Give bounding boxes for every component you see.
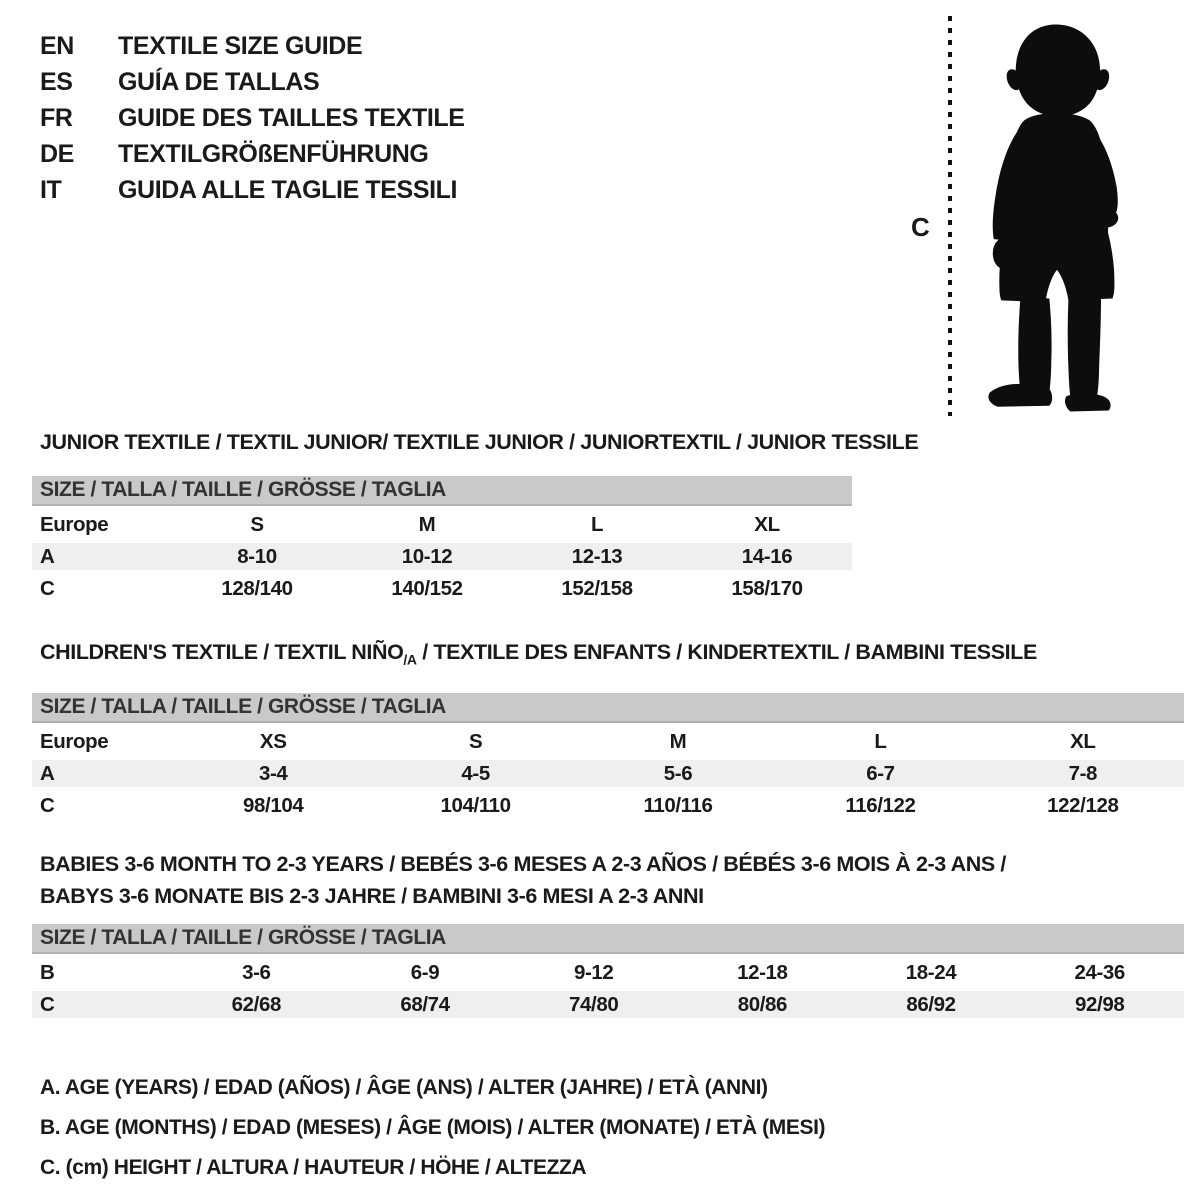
age-cell: 8-10 (237, 544, 277, 568)
age-cell: 12-13 (571, 544, 623, 568)
height-cell: 158/170 (731, 576, 803, 600)
guide-title: GUIDA ALLE TAGLIE TESSILI (118, 175, 458, 204)
months-cell: 6-9 (410, 960, 440, 984)
children-size-header-bar (32, 693, 1184, 723)
language-code: DE (40, 139, 74, 168)
toddler-silhouette-icon (965, 14, 1147, 422)
row-label: A (40, 761, 55, 785)
height-dashed-line-icon (947, 16, 953, 416)
age-cell: 7-8 (1068, 761, 1098, 785)
size-cell: XL (754, 512, 780, 536)
language-row-it (40, 172, 465, 208)
height-cell: 80/86 (737, 992, 787, 1016)
legend-height-cm: C. (cm) HEIGHT / ALTURA / HAUTEUR / HÖHE / ALTEZZA (40, 1156, 587, 1179)
age-cell: 3-4 (258, 761, 288, 785)
age-cell: 14-16 (741, 544, 793, 568)
language-code: FR (40, 103, 73, 132)
guide-title: GUÍA DE TALLAS (118, 67, 320, 96)
table-row-europe (32, 728, 1184, 755)
language-code: ES (40, 67, 73, 96)
height-cell: 92/98 (1075, 992, 1125, 1016)
height-measure-label: C (911, 212, 930, 242)
babies-size-header-bar (32, 924, 1184, 954)
age-cell: 4-5 (461, 761, 490, 785)
junior-size-header-bar (32, 476, 852, 506)
size-cell: L (590, 512, 604, 536)
months-cell: 3-6 (242, 960, 271, 984)
height-cell: 128/140 (221, 576, 293, 600)
children-textile-section (32, 640, 1184, 824)
size-cell: S (250, 512, 264, 536)
size-cell: XS (259, 729, 287, 753)
junior-textile-section (32, 430, 919, 607)
language-row-en (40, 28, 465, 64)
table-row-months (32, 959, 1184, 986)
legend-age-months: B. AGE (MONTHS) / EDAD (MESES) / ÂGE (MOIS) / ALTER (MONATE) / ETÀ (MESI) (40, 1116, 826, 1139)
size-cell: M (669, 729, 687, 753)
height-cell: 68/74 (400, 992, 450, 1016)
months-cell: 24-36 (1074, 960, 1125, 984)
heading-text: / TEXTILE DES ENFANTS / KINDERTEXTIL / BAMBINI TESSILE (416, 640, 1037, 664)
guide-title: TEXTILE SIZE GUIDE (118, 31, 363, 60)
language-row-de (40, 136, 465, 172)
height-cell: 110/116 (643, 793, 713, 817)
table-row-height (32, 575, 852, 602)
months-cell: 9-12 (573, 960, 614, 984)
legend-age-years: A. AGE (YEARS) / EDAD (AÑOS) / ÂGE (ANS) / ALTER (JAHRE) / ETÀ (ANNI) (40, 1076, 768, 1099)
guide-title: GUIDE DES TAILLES TEXTILE (118, 103, 465, 132)
heading-subscript: /A (403, 651, 417, 668)
babies-textile-section (32, 848, 1184, 1023)
height-cell: 152/158 (561, 576, 633, 600)
guide-title: TEXTILGRÖßENFÜHRUNG (118, 139, 429, 168)
row-label: C (40, 576, 55, 600)
height-cell: 62/68 (231, 992, 281, 1016)
row-label: Europe (40, 729, 109, 753)
height-cell: 122/128 (1047, 793, 1119, 817)
language-code: EN (40, 31, 74, 60)
size-cell: XL (1070, 729, 1096, 753)
row-label: Europe (40, 512, 109, 536)
row-label: B (40, 960, 55, 984)
row-label: C (40, 793, 55, 817)
junior-section-heading: JUNIOR TEXTILE / TEXTIL JUNIOR/ TEXTILE JUNIOR / JUNIORTEXTIL / JUNIOR TESSILE (40, 430, 919, 454)
heading-text: CHILDREN'S TEXTILE / TEXTIL NIÑO (40, 640, 404, 664)
table-row-height (32, 991, 1184, 1018)
heading-line-1: BABIES 3-6 MONTH TO 2-3 YEARS / BEBÉS 3-6 MESES A 2-3 AÑOS / BÉBÉS 3-6 MOIS À 2-3 ANS / (40, 852, 1006, 876)
months-cell: 12-18 (737, 960, 788, 984)
size-header-label: SIZE / TALLA / TAILLE / GRÖSSE / TAGLIA (40, 695, 446, 719)
size-header-label: SIZE / TALLA / TAILLE / GRÖSSE / TAGLIA (40, 926, 446, 949)
height-cell: 116/122 (845, 793, 916, 817)
table-row-age (32, 543, 852, 570)
age-cell: 10-12 (401, 544, 453, 568)
legend-block (40, 1068, 825, 1188)
children-section-heading (32, 640, 1184, 671)
language-title-block (40, 28, 465, 208)
row-label: C (40, 992, 55, 1016)
table-row-age (32, 760, 1184, 787)
height-cell: 86/92 (906, 992, 956, 1016)
height-cell: 140/152 (391, 576, 463, 600)
height-cell: 74/80 (569, 992, 619, 1016)
language-row-es (40, 64, 465, 100)
height-cell: 98/104 (243, 793, 304, 817)
age-cell: 5-6 (663, 761, 693, 785)
language-row-fr (40, 100, 465, 136)
height-figure (905, 12, 1170, 424)
size-header-label: SIZE / TALLA / TAILLE / GRÖSSE / TAGLIA (40, 478, 446, 501)
size-cell: L (874, 729, 887, 753)
size-cell: S (468, 729, 483, 753)
table-row-height (32, 792, 1184, 819)
size-cell: M (418, 512, 436, 536)
language-code: IT (40, 175, 62, 204)
height-cell: 104/110 (440, 793, 511, 817)
age-cell: 6-7 (866, 761, 895, 785)
heading-line-2: BABYS 3-6 MONATE BIS 2-3 JAHRE / BAMBINI 3-6 MESI A 2-3 ANNI (40, 884, 704, 908)
table-row-europe (32, 511, 852, 538)
row-label: A (40, 544, 55, 568)
babies-section-heading (32, 848, 1184, 912)
months-cell: 18-24 (905, 960, 957, 984)
